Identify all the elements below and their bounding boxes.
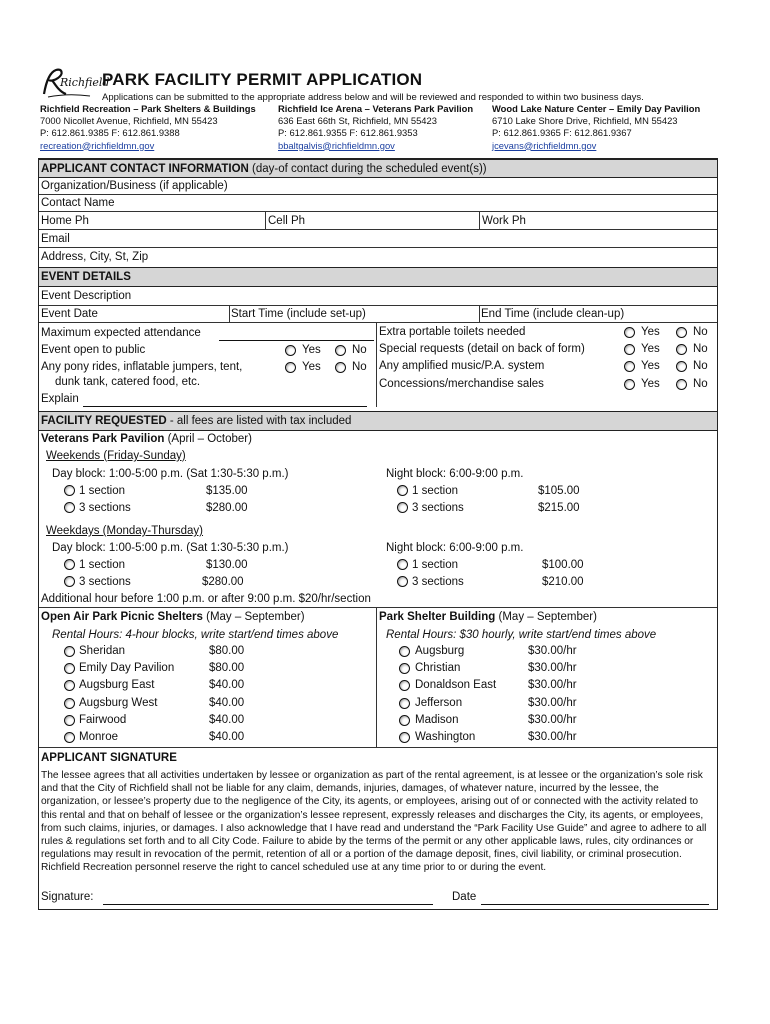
- picnic-price: $40.00: [209, 714, 245, 726]
- weekday-night-block: Night block: 6:00-9:00 p.m.: [386, 542, 524, 554]
- picnic-price: $40.00: [209, 679, 245, 691]
- picnic-name: Emily Day Pavilion: [79, 662, 175, 674]
- we-day-1-radio[interactable]: [64, 485, 75, 496]
- shelter-price: $30.00/hr: [528, 662, 577, 674]
- one-section-label: 1 section: [79, 485, 126, 497]
- price: $210.00: [542, 576, 584, 588]
- shelter-radio[interactable]: [399, 732, 410, 743]
- weekdays-label: Weekdays (Monday-Thursday): [46, 525, 204, 537]
- price: $105.00: [538, 485, 580, 497]
- picnic-radio[interactable]: [64, 732, 75, 743]
- concessions-yes-radio[interactable]: [624, 379, 635, 390]
- picnic-price: $80.00: [209, 645, 245, 657]
- office-phone: P: 612.861.9355 F: 612.861.9353: [278, 127, 418, 139]
- office-name: Richfield Ice Arena – Veterans Park Pavilion: [278, 103, 474, 114]
- special-requests-label: Special requests (detail on back of form): [379, 343, 585, 355]
- picnic-name: Augsburg East: [79, 679, 155, 691]
- picnic-radio[interactable]: [64, 698, 75, 709]
- event-date-field[interactable]: Event Date: [41, 308, 98, 320]
- no-label: No: [693, 326, 708, 338]
- weekend-night-block: Night block: 6:00-9:00 p.m.: [386, 468, 524, 480]
- price: $280.00: [202, 576, 244, 588]
- no-label: No: [693, 378, 708, 390]
- yes-label: Yes: [302, 361, 321, 373]
- music-no-radio[interactable]: [676, 361, 687, 372]
- concessions-no-radio[interactable]: [676, 379, 687, 390]
- cell-phone-field[interactable]: Cell Ph: [268, 215, 306, 227]
- attendance-input[interactable]: [219, 340, 374, 341]
- picnic-shelters-title: Open Air Park Picnic Shelters (May – September): [41, 611, 305, 623]
- office-recreation: [40, 103, 256, 152]
- signature-input[interactable]: [103, 904, 433, 905]
- three-sections-label: 3 sections: [412, 576, 464, 588]
- explain-label: Explain: [41, 393, 79, 405]
- picnic-price: $40.00: [209, 697, 245, 709]
- signature-section-header: APPLICANT SIGNATURE: [41, 752, 177, 764]
- start-time-field[interactable]: Start Time (include set-up): [231, 308, 366, 320]
- we-day-3-radio[interactable]: [64, 502, 75, 513]
- concessions-label: Concessions/merchandise sales: [379, 378, 544, 390]
- end-time-field[interactable]: End Time (include clean-up): [481, 308, 625, 320]
- org-field[interactable]: Organization/Business (if applicable): [39, 178, 717, 195]
- richfield-logo: [40, 66, 110, 102]
- shelter-name: Jefferson: [415, 697, 463, 709]
- event-description-field[interactable]: Event Description: [39, 287, 717, 306]
- three-sections-label: 3 sections: [79, 576, 131, 588]
- page-subtitle: Applications can be submitted to the appropriate address below and will be reviewed and responded to within two business days.: [102, 92, 644, 103]
- picnic-radio[interactable]: [64, 715, 75, 726]
- event-section-header: EVENT DETAILS: [39, 267, 717, 287]
- office-ice-arena: [278, 103, 473, 152]
- pony-rides-label: Any pony rides, inflatable jumpers, tent,: [41, 361, 243, 373]
- logo-text: Richfield: [60, 76, 110, 89]
- yes-label: Yes: [641, 378, 660, 390]
- office-email-link[interactable]: bbaltgalvis@richfieldmn.gov: [278, 139, 395, 151]
- price: $100.00: [542, 559, 584, 571]
- price: $280.00: [206, 502, 248, 514]
- pony-yes-radio[interactable]: [285, 362, 296, 373]
- yes-label: Yes: [641, 360, 660, 372]
- shelter-name: Augsburg: [415, 645, 465, 657]
- special-no-radio[interactable]: [676, 344, 687, 355]
- shelter-name: Donaldson East: [415, 679, 497, 691]
- music-yes-radio[interactable]: [624, 361, 635, 372]
- pony-no-radio[interactable]: [335, 362, 346, 373]
- weekday-day-block: Day block: 1:00-5:00 p.m. (Sat 1:30-5:30 p.m.): [52, 542, 289, 554]
- we-night-3-radio[interactable]: [397, 502, 408, 513]
- toilets-yes-radio[interactable]: [624, 327, 635, 338]
- shelter-radio[interactable]: [399, 698, 410, 709]
- picnic-name: Monroe: [79, 731, 118, 743]
- no-label: No: [352, 361, 367, 373]
- price: $135.00: [206, 485, 248, 497]
- shelter-buildings-title: Park Shelter Building (May – September): [379, 611, 597, 623]
- applicant-section-header: APPLICANT CONTACT INFORMATION (day-of contact during the scheduled event(s)): [39, 159, 717, 178]
- picnic-name: Sheridan: [79, 645, 126, 657]
- additional-hour-note: Additional hour before 1:00 p.m. or after 9:00 p.m. $20/hr/section: [41, 593, 371, 605]
- picnic-radio[interactable]: [64, 646, 75, 657]
- wd-night-3-radio[interactable]: [397, 576, 408, 587]
- music-label: Any amplified music/P.A. system: [379, 360, 545, 372]
- office-name: Wood Lake Nature Center – Emily Day Pavilion: [492, 103, 701, 114]
- agreement-text: The lessee agrees that all activities undertaken by lessee or organization as part of the rental agreement, is at lessee or the organization’s sole risk and that the City of Richfield shall not be liable for any claim, demands, injuries, damages, of whatever nature, incurred by the lessee, the organization, or lessee’s property due to the negligence of the City, its agents, or employees, arising out of or connected with the activity related to this rental and that on behalf of lessee or the organization’s lessee represent, expressly releases and discharges the City, its agents, or employees, from such claims, injuries, or damages. I also acknowledge that I have read and understand the “Park Facility Use Guide” and agree to adhere to all rules & regulations set forth and to all City Code. Failure to abide by the terms of the permit or any other applicable laws, rules, city ordinances or regulations may result in revocation of the permit, retention of all or a portion of the damage deposit, fines, civil liability, or criminal prosecution. Richfield Recreation personnel reserve the right to cancel scheduled use at any time prior to or during the event.: [41, 770, 707, 874]
- one-section-label: 1 section: [79, 559, 126, 571]
- public-no-radio[interactable]: [335, 345, 346, 356]
- picnic-price: $40.00: [209, 731, 245, 743]
- picnic-price: $80.00: [209, 662, 245, 674]
- date-input[interactable]: [481, 904, 709, 905]
- price: $215.00: [538, 502, 580, 514]
- yes-label: Yes: [302, 344, 321, 356]
- wd-day-1-radio[interactable]: [64, 559, 75, 570]
- shelter-radio[interactable]: [399, 680, 410, 691]
- shelter-radio[interactable]: [399, 646, 410, 657]
- shelter-price: $30.00/hr: [528, 714, 577, 726]
- price: $130.00: [206, 559, 248, 571]
- office-address: 636 East 66th St, Richfield, MN 55423: [278, 115, 437, 127]
- shelter-rental-hours: Rental Hours: $30 hourly, write start/end times above: [386, 629, 657, 641]
- no-label: No: [352, 344, 367, 356]
- home-phone-field[interactable]: Home Ph: [41, 215, 89, 227]
- toilets-label: Extra portable toilets needed: [379, 326, 526, 338]
- shelter-radio[interactable]: [399, 663, 410, 674]
- facility-section-header: FACILITY REQUESTED - all fees are listed with tax included: [39, 411, 717, 431]
- office-email-link[interactable]: recreation@richfieldmn.gov: [40, 139, 155, 151]
- date-label: Date: [452, 891, 477, 903]
- explain-input[interactable]: [83, 406, 367, 407]
- page-title: PARK FACILITY PERMIT APPLICATION: [102, 70, 423, 89]
- shelter-name: Washington: [415, 731, 476, 743]
- one-section-label: 1 section: [412, 559, 459, 571]
- one-section-label: 1 section: [412, 485, 459, 497]
- office-address: 7000 Nicollet Avenue, Richfield, MN 55423: [40, 115, 218, 127]
- picnic-radio[interactable]: [64, 663, 75, 674]
- wd-night-1-radio[interactable]: [397, 559, 408, 570]
- wd-day-3-radio[interactable]: [64, 576, 75, 587]
- yes-label: Yes: [641, 326, 660, 338]
- office-phone: P: 612.861.9365 F: 612.861.9367: [492, 127, 632, 139]
- picnic-radio[interactable]: [64, 680, 75, 691]
- contact-name-field[interactable]: Contact Name: [39, 195, 717, 212]
- shelter-radio[interactable]: [399, 715, 410, 726]
- office-address: 6710 Lake Shore Drive, Richfield, MN 55423: [492, 115, 678, 127]
- picnic-name: Augsburg West: [79, 697, 158, 709]
- three-sections-label: 3 sections: [79, 502, 131, 514]
- no-label: No: [693, 343, 708, 355]
- shelter-name: Christian: [415, 662, 461, 674]
- shelter-price: $30.00/hr: [528, 731, 577, 743]
- attendance-label: Maximum expected attendance: [41, 327, 201, 339]
- work-phone-field[interactable]: Work Ph: [482, 215, 526, 227]
- shelter-price: $30.00/hr: [528, 645, 577, 657]
- weekends-label: Weekends (Friday-Sunday): [46, 450, 186, 462]
- veterans-pavilion-title: Veterans Park Pavilion (April – October): [41, 433, 252, 445]
- special-yes-radio[interactable]: [624, 344, 635, 355]
- pony-rides-label-2: dunk tank, catered food, etc.: [55, 376, 201, 388]
- signature-label: Signature:: [41, 891, 94, 903]
- email-field[interactable]: Email: [39, 230, 717, 248]
- open-to-public-label: Event open to public: [41, 344, 146, 356]
- phone-row: [39, 212, 717, 230]
- toilets-no-radio[interactable]: [676, 327, 687, 338]
- picnic-rental-hours: Rental Hours: 4-hour blocks, write start/end times above: [52, 629, 339, 641]
- shelter-price: $30.00/hr: [528, 679, 577, 691]
- no-label: No: [693, 360, 708, 372]
- picnic-name: Fairwood: [79, 714, 127, 726]
- office-nature-center: [492, 103, 700, 152]
- office-name: Richfield Recreation – Park Shelters & Buildings: [40, 103, 256, 114]
- yes-label: Yes: [641, 343, 660, 355]
- permit-form: [38, 158, 718, 910]
- shelter-name: Madison: [415, 714, 459, 726]
- office-email-link[interactable]: jcevans@richfieldmn.gov: [492, 139, 597, 151]
- three-sections-label: 3 sections: [412, 502, 464, 514]
- we-night-1-radio[interactable]: [397, 485, 408, 496]
- office-phone: P: 612.861.9385 F: 612.861.9388: [40, 127, 180, 139]
- shelter-price: $30.00/hr: [528, 697, 577, 709]
- weekend-day-block: Day block: 1:00-5:00 p.m. (Sat 1:30-5:30 p.m.): [52, 468, 289, 480]
- public-yes-radio[interactable]: [285, 345, 296, 356]
- address-field[interactable]: Address, City, St, Zip: [41, 251, 149, 263]
